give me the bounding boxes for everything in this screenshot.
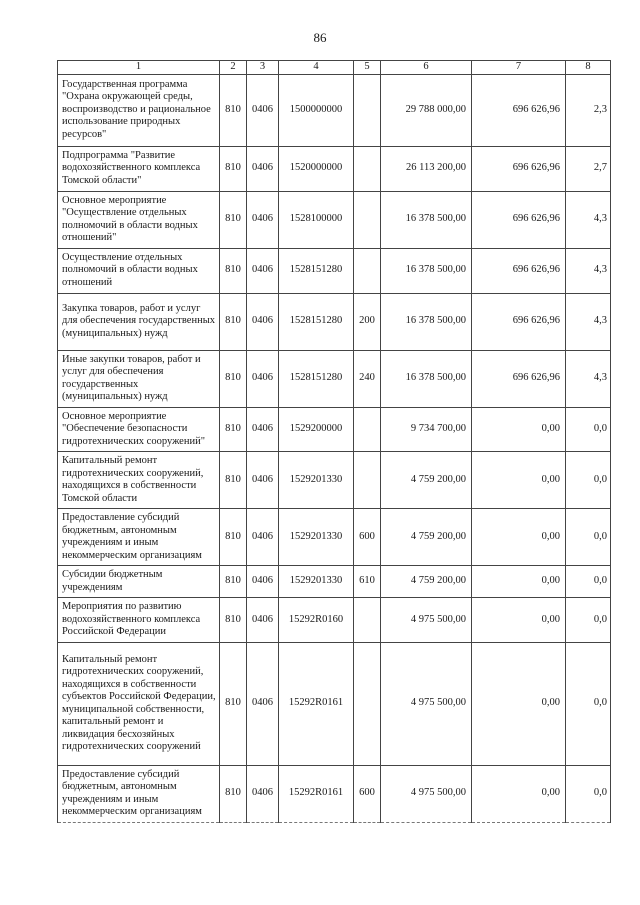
cell-section-code: 0406: [247, 191, 279, 248]
cell-admin-code: 810: [220, 765, 247, 822]
cell-admin-code: 810: [220, 293, 247, 350]
cell-executed: 696 626,96: [472, 293, 566, 350]
cell-expense-type: 600: [354, 509, 381, 566]
row-name: Иные закупки товаров, работ и услуг для обеспечения государственных (муниципальных) нужд: [58, 350, 220, 407]
table-row: [58, 598, 611, 643]
cell-target-article: 1528100000: [279, 191, 354, 248]
cell-target-article: 1529201330: [279, 566, 354, 598]
cell-admin-code: 810: [220, 452, 247, 509]
cell-executed: 0,00: [472, 509, 566, 566]
cell-admin-code: 810: [220, 146, 247, 191]
table-row: [58, 407, 611, 452]
row-name: Подпрограмма "Развитие водохозяйственного комплекса Томской области": [58, 146, 220, 191]
row-name: Основное мероприятие "Осуществление отдельных полномочий в области водных отношений": [58, 191, 220, 248]
table-row: [58, 350, 611, 407]
cell-admin-code: 810: [220, 74, 247, 146]
cell-plan: 29 788 000,00: [381, 74, 472, 146]
column-header: 6: [381, 61, 472, 75]
table-row: [58, 191, 611, 248]
cell-expense-type: [354, 146, 381, 191]
cell-percent: 2,3: [566, 74, 611, 146]
cell-percent: 0,0: [566, 509, 611, 566]
table-row: [58, 509, 611, 566]
column-header: 1: [58, 61, 220, 75]
table-row: [58, 765, 611, 822]
cell-percent: 0,0: [566, 566, 611, 598]
cell-section-code: 0406: [247, 146, 279, 191]
cell-plan: 26 113 200,00: [381, 146, 472, 191]
cell-target-article: 1529201330: [279, 452, 354, 509]
cell-section-code: 0406: [247, 74, 279, 146]
cell-section-code: 0406: [247, 765, 279, 822]
cell-section-code: 0406: [247, 452, 279, 509]
budget-table: [57, 60, 611, 823]
cell-target-article: 1528151280: [279, 248, 354, 293]
row-name: Государственная программа "Охрана окружающей среды, воспроизводство и рациональное использование природных ресурсов": [58, 74, 220, 146]
column-header: 5: [354, 61, 381, 75]
cell-plan: 9 734 700,00: [381, 407, 472, 452]
cell-admin-code: 810: [220, 350, 247, 407]
column-header: 8: [566, 61, 611, 75]
cell-percent: 0,0: [566, 598, 611, 643]
page-number: 86: [313, 30, 327, 45]
cell-target-article: 15292R0160: [279, 598, 354, 643]
column-header: 7: [472, 61, 566, 75]
row-name: Мероприятия по развитию водохозяйственного комплекса Российской Федерации: [58, 598, 220, 643]
cell-expense-type: [354, 407, 381, 452]
cell-executed: 0,00: [472, 765, 566, 822]
cell-plan: 16 378 500,00: [381, 248, 472, 293]
cell-percent: 4,3: [566, 191, 611, 248]
table-row: [58, 146, 611, 191]
row-name: Предоставление субсидий бюджетным, автономным учреждениям и иным некоммерческим организациям: [58, 765, 220, 822]
table-row: [58, 452, 611, 509]
cell-plan: 4 975 500,00: [381, 642, 472, 765]
cell-target-article: 1520000000: [279, 146, 354, 191]
cell-admin-code: 810: [220, 407, 247, 452]
cell-executed: 0,00: [472, 642, 566, 765]
cell-plan: 4 975 500,00: [381, 598, 472, 643]
cell-expense-type: [354, 74, 381, 146]
cell-admin-code: 810: [220, 191, 247, 248]
cell-executed: 0,00: [472, 452, 566, 509]
cell-section-code: 0406: [247, 248, 279, 293]
cell-target-article: 15292R0161: [279, 765, 354, 822]
cell-executed: 0,00: [472, 566, 566, 598]
table-row: [58, 293, 611, 350]
table-row: [58, 642, 611, 765]
cell-section-code: 0406: [247, 509, 279, 566]
cell-percent: 0,0: [566, 407, 611, 452]
cell-executed: 696 626,96: [472, 350, 566, 407]
cell-target-article: 1528151280: [279, 293, 354, 350]
cell-plan: 4 759 200,00: [381, 452, 472, 509]
cell-expense-type: 240: [354, 350, 381, 407]
row-name: Основное мероприятие "Обеспечение безопасности гидротехнических сооружений": [58, 407, 220, 452]
cell-percent: 0,0: [566, 765, 611, 822]
row-name: Предоставление субсидий бюджетным, автономным учреждениям и иным некоммерческим организациям: [58, 509, 220, 566]
cell-section-code: 0406: [247, 642, 279, 765]
cell-expense-type: [354, 452, 381, 509]
cell-expense-type: 200: [354, 293, 381, 350]
cell-executed: 696 626,96: [472, 74, 566, 146]
cell-section-code: 0406: [247, 293, 279, 350]
row-name: Осуществление отдельных полномочий в области водных отношений: [58, 248, 220, 293]
table-header-row: [58, 61, 611, 75]
column-header: 4: [279, 61, 354, 75]
cell-plan: 4 759 200,00: [381, 566, 472, 598]
cell-executed: 696 626,96: [472, 248, 566, 293]
cell-percent: 2,7: [566, 146, 611, 191]
column-header: 2: [220, 61, 247, 75]
row-name: Субсидии бюджетным учреждениям: [58, 566, 220, 598]
cell-admin-code: 810: [220, 248, 247, 293]
cell-admin-code: 810: [220, 598, 247, 643]
cell-section-code: 0406: [247, 598, 279, 643]
cell-section-code: 0406: [247, 407, 279, 452]
table-row: [58, 248, 611, 293]
cell-admin-code: 810: [220, 642, 247, 765]
cell-expense-type: [354, 598, 381, 643]
cell-executed: 0,00: [472, 598, 566, 643]
cell-executed: 696 626,96: [472, 191, 566, 248]
cell-expense-type: [354, 248, 381, 293]
row-name: Капитальный ремонт гидротехнических сооружений, находящихся в собственности субъектов Российской Федерации, муниципальной собственности, капитальный ремонт и ликвидация бесхозяйных гидротехнических сооружений: [58, 642, 220, 765]
cell-section-code: 0406: [247, 566, 279, 598]
cell-target-article: 15292R0161: [279, 642, 354, 765]
cell-plan: 4 759 200,00: [381, 509, 472, 566]
cell-target-article: 1528151280: [279, 350, 354, 407]
cell-percent: 0,0: [566, 452, 611, 509]
cell-executed: 0,00: [472, 407, 566, 452]
row-name: Закупка товаров, работ и услуг для обеспечения государственных (муниципальных) нужд: [58, 293, 220, 350]
cell-percent: 4,3: [566, 293, 611, 350]
cell-expense-type: 600: [354, 765, 381, 822]
cell-plan: 16 378 500,00: [381, 293, 472, 350]
cell-expense-type: [354, 191, 381, 248]
cell-expense-type: 610: [354, 566, 381, 598]
cell-plan: 16 378 500,00: [381, 191, 472, 248]
column-header: 3: [247, 61, 279, 75]
cell-target-article: 1529201330: [279, 509, 354, 566]
cell-admin-code: 810: [220, 509, 247, 566]
cell-admin-code: 810: [220, 566, 247, 598]
row-name: Капитальный ремонт гидротехнических сооружений, находящихся в собственности Томской области: [58, 452, 220, 509]
cell-target-article: 1529200000: [279, 407, 354, 452]
cell-plan: 4 975 500,00: [381, 765, 472, 822]
cell-percent: 4,3: [566, 350, 611, 407]
cell-percent: 0,0: [566, 642, 611, 765]
cell-plan: 16 378 500,00: [381, 350, 472, 407]
cell-executed: 696 626,96: [472, 146, 566, 191]
cell-section-code: 0406: [247, 350, 279, 407]
table-row: [58, 74, 611, 146]
cell-target-article: 1500000000: [279, 74, 354, 146]
cell-expense-type: [354, 642, 381, 765]
table-row: [58, 566, 611, 598]
cell-percent: 4,3: [566, 248, 611, 293]
